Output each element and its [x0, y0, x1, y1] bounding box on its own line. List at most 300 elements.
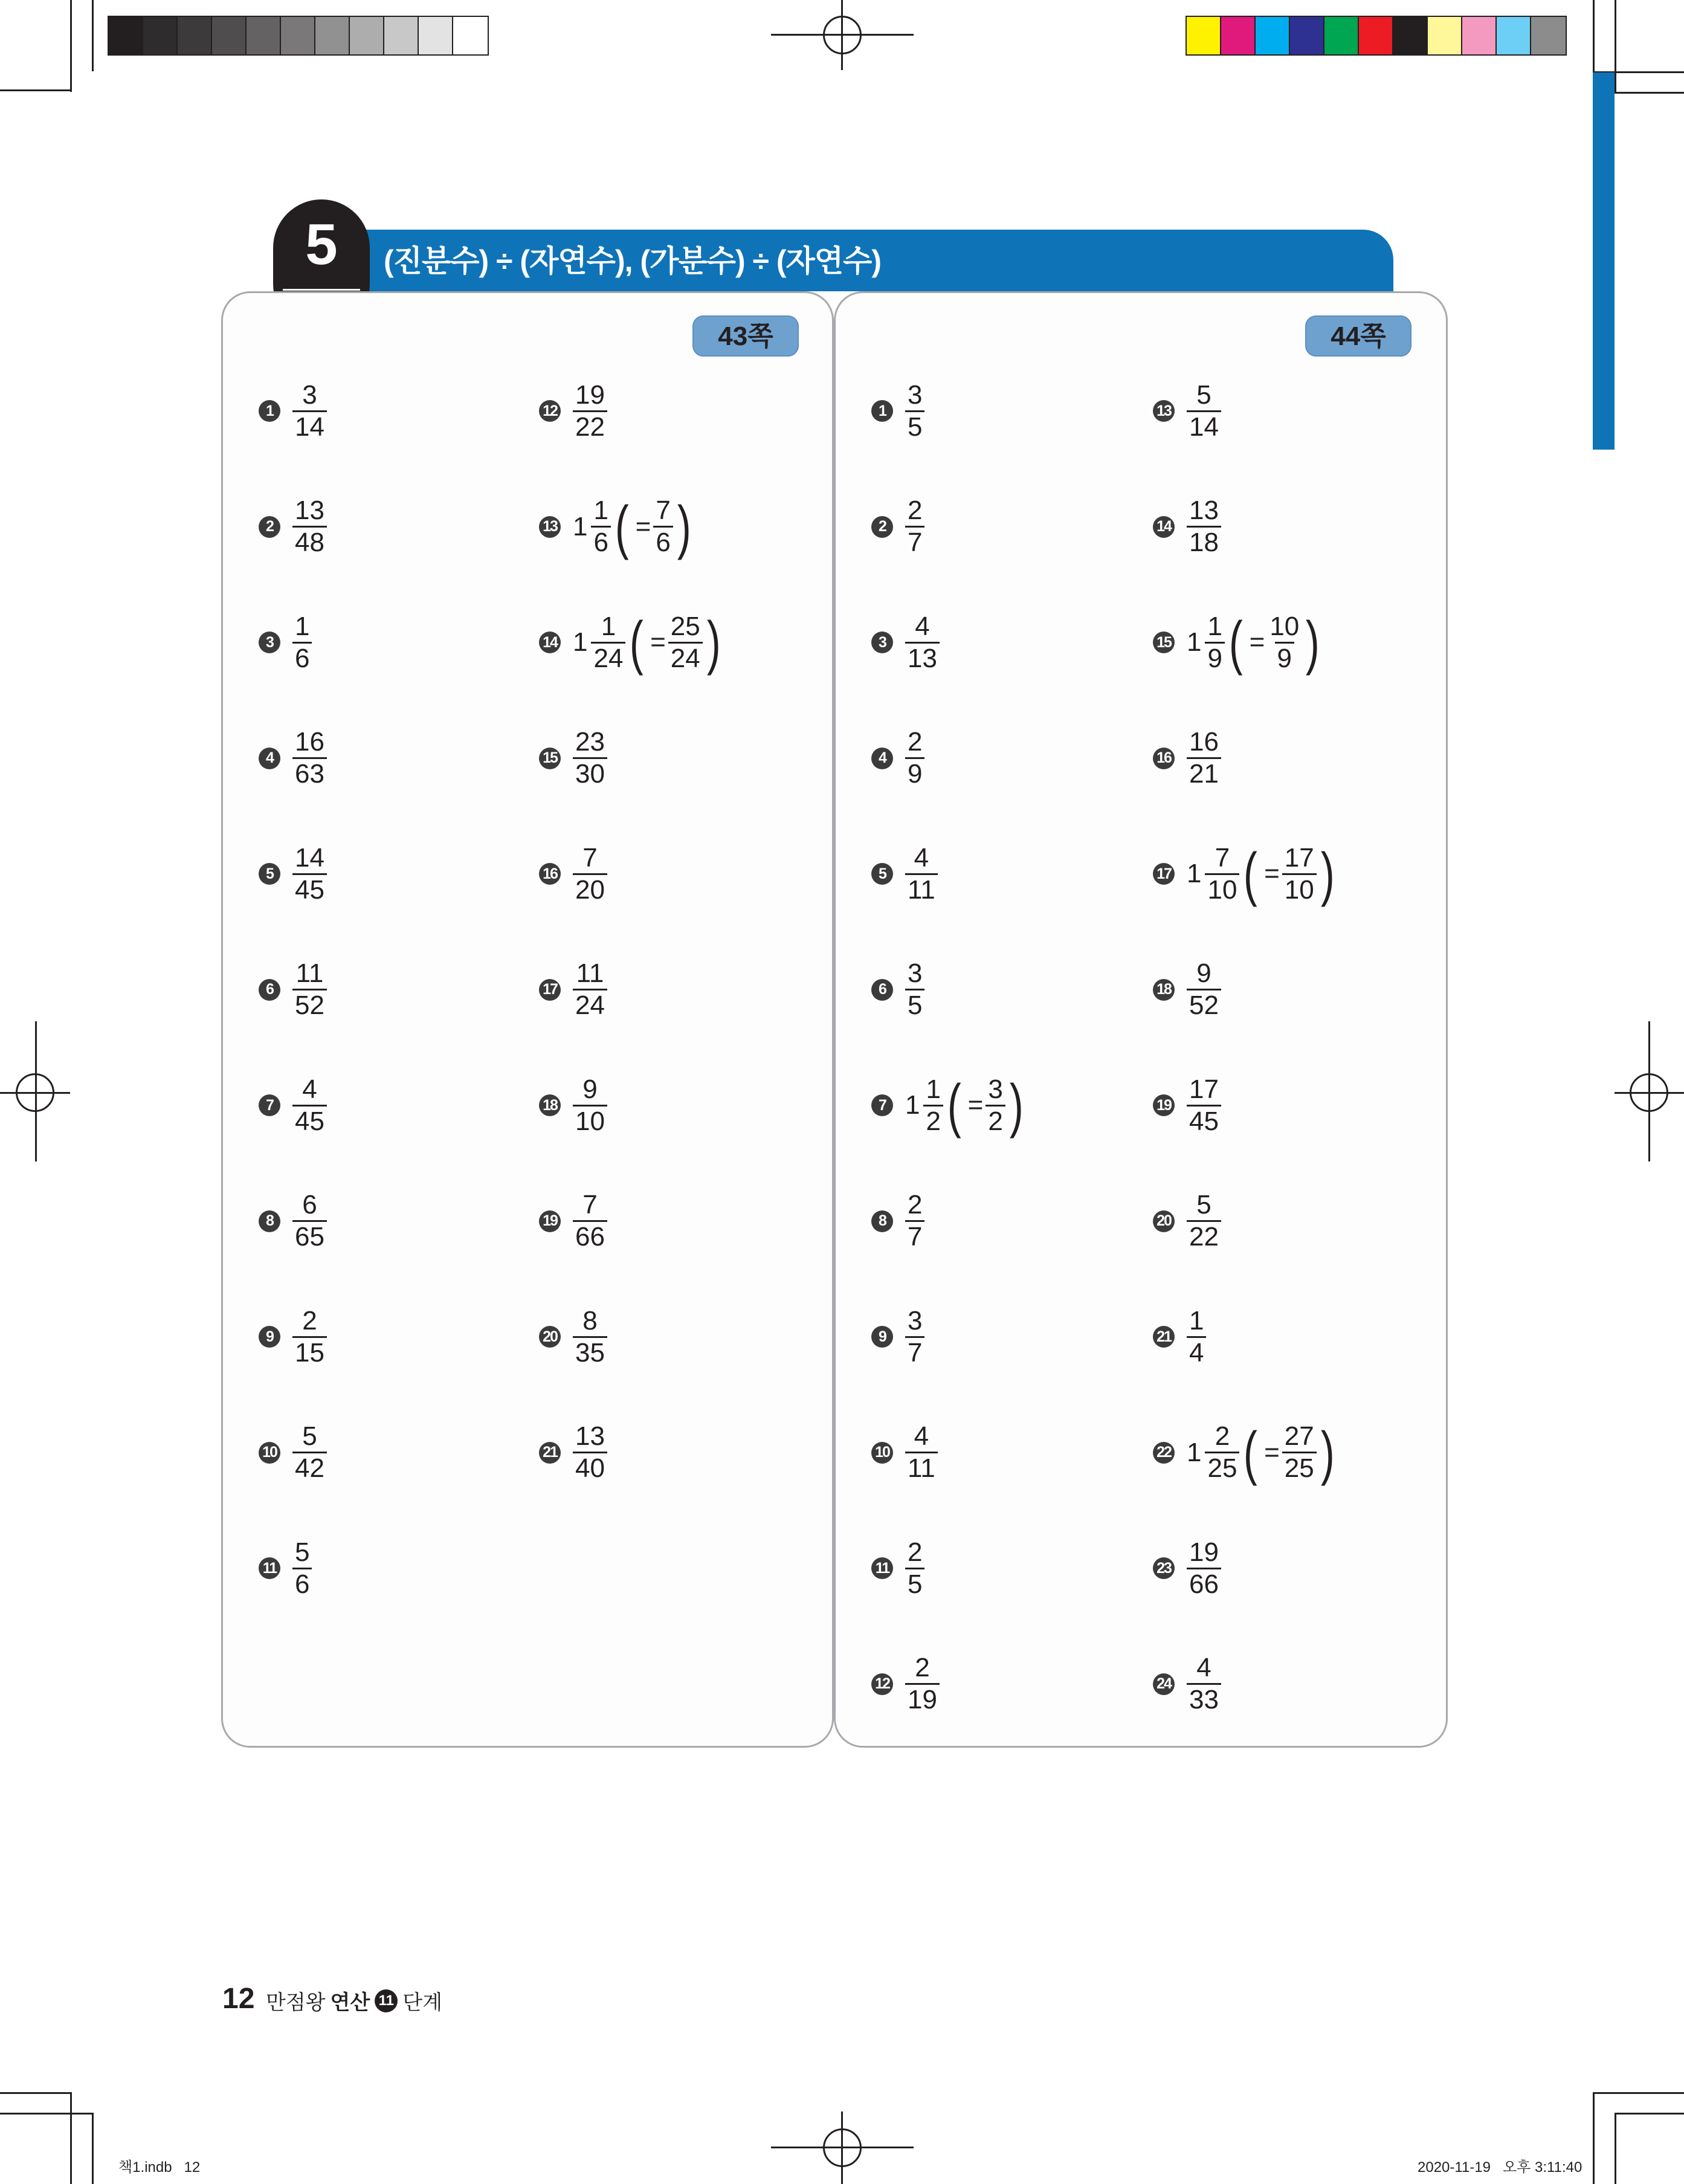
numerator: 9: [582, 1074, 598, 1104]
side-tab: [1593, 73, 1615, 450]
answer-item: [539, 725, 607, 792]
denominator: 19: [905, 1683, 940, 1715]
numerator: 17: [1284, 842, 1314, 873]
problem-number: 7: [871, 1094, 893, 1116]
gray-swatch: [315, 17, 350, 54]
color-swatch: [1324, 17, 1359, 54]
denominator: 7: [905, 1336, 924, 1368]
answer-fraction: [905, 958, 924, 1021]
answer-fraction: [905, 843, 938, 905]
numerator: 5: [1196, 1190, 1211, 1220]
numerator: 7: [656, 496, 671, 525]
problem-number: 9: [259, 1326, 280, 1348]
denominator: 14: [1187, 410, 1221, 442]
answer-fraction: [591, 496, 610, 558]
answer-item: [1153, 1304, 1206, 1370]
answer-item: [259, 1535, 312, 1601]
answer-item: [259, 841, 327, 907]
denominator: 15: [292, 1336, 327, 1368]
answer-fraction: [292, 727, 327, 789]
denominator: 11: [905, 1452, 938, 1484]
numerator: 5: [295, 1537, 310, 1567]
denominator: 4: [1187, 1336, 1206, 1368]
problem-number: 6: [259, 979, 280, 1001]
numerator: 9: [1196, 958, 1211, 988]
denominator: 63: [292, 757, 327, 789]
problem-number: 12: [871, 1673, 893, 1695]
answer-fraction: [1187, 1074, 1221, 1137]
color-swatch: [1393, 17, 1428, 54]
problem-number: 18: [1153, 979, 1175, 1001]
denominator: 52: [1187, 989, 1221, 1021]
answer-item: [871, 609, 940, 676]
problem-number: 8: [259, 1210, 280, 1232]
answer-fraction: [573, 1190, 607, 1252]
denominator: 2: [923, 1105, 943, 1137]
equals-sign: =: [967, 1090, 984, 1120]
crop-mark-top-left-h: [0, 89, 70, 91]
open-paren: (: [1244, 1419, 1258, 1486]
problem-number: 5: [871, 863, 893, 885]
answer-fraction: [1187, 1653, 1221, 1715]
answer-fraction: [1187, 1190, 1221, 1252]
answer-item: [871, 494, 924, 560]
problem-number: 19: [1153, 1094, 1175, 1116]
answer-fraction: [1187, 496, 1221, 558]
whole-part: 1: [573, 627, 588, 657]
numerator: 27: [1284, 1421, 1314, 1451]
answer-item: [259, 957, 327, 1023]
denominator: 22: [573, 410, 607, 442]
problem-number: 4: [871, 748, 893, 769]
numerator: 1: [1189, 1305, 1204, 1336]
answer-item: [1153, 494, 1221, 560]
numerator: 8: [582, 1305, 598, 1336]
problem-number: 19: [539, 1210, 561, 1232]
answer-item: [539, 1304, 607, 1370]
open-paren: (: [615, 493, 629, 560]
denominator: 24: [573, 989, 607, 1021]
numerator: 19: [575, 380, 605, 410]
denominator: 6: [653, 526, 673, 558]
answer-fraction: [292, 1306, 327, 1368]
close-paren: ): [1320, 841, 1335, 907]
series-prefix: 만점왕: [266, 1991, 326, 2014]
gray-swatch: [453, 17, 488, 54]
answer-fraction: [905, 612, 940, 674]
equals-sign: =: [1264, 859, 1280, 888]
answer-item: [259, 725, 327, 792]
answer-item: [1153, 841, 1338, 907]
open-paren: (: [630, 609, 644, 676]
answer-item: [539, 1188, 607, 1255]
denominator: 5: [905, 1568, 924, 1600]
numerator: 3: [988, 1074, 1003, 1104]
slug-datetime: 2020-11-19 오후 3:11:40: [1418, 2159, 1582, 2176]
problem-number: 22: [1153, 1442, 1175, 1464]
left-page-badge: 43쪽: [692, 315, 799, 357]
open-paren: (: [947, 1072, 961, 1139]
denominator: 9: [1205, 642, 1224, 674]
numerator: 4: [914, 1421, 929, 1451]
answer-fraction: [1205, 843, 1239, 905]
numerator: 2: [302, 1305, 317, 1336]
answer-item: [1153, 378, 1221, 444]
problem-number: 17: [539, 979, 561, 1001]
answer-fraction: [905, 1537, 924, 1600]
problem-number: 13: [1153, 400, 1175, 422]
right-page-badge: 44쪽: [1305, 315, 1411, 357]
numerator: 2: [908, 727, 923, 757]
numerator: 10: [1269, 611, 1300, 641]
problem-number: 2: [871, 516, 893, 538]
problem-number: 11: [259, 1557, 280, 1579]
denominator: 48: [292, 526, 327, 558]
numerator: 3: [908, 1305, 923, 1336]
answer-fraction: [1187, 380, 1221, 442]
denominator: 22: [1187, 1220, 1221, 1252]
answer-item: [259, 609, 312, 676]
improper-fraction: [1267, 612, 1302, 674]
problem-number: 6: [871, 979, 893, 1001]
answer-fraction: [905, 496, 924, 558]
denominator: 20: [573, 873, 607, 905]
answer-fraction: [292, 1537, 312, 1600]
problem-number: 8: [871, 1210, 893, 1232]
answer-fraction: [905, 1190, 924, 1252]
equals-sign: =: [1264, 1437, 1280, 1467]
denominator: 35: [573, 1336, 607, 1368]
improper-fraction: [986, 1074, 1005, 1137]
slug-file: 책1.indb 12: [118, 2159, 201, 2176]
denominator: 2: [986, 1105, 1005, 1137]
answer-fraction: [292, 1074, 327, 1137]
denominator: 45: [292, 873, 327, 905]
numerator: 1: [1207, 611, 1222, 641]
numerator: 23: [575, 727, 605, 757]
answer-fraction: [573, 1421, 607, 1484]
improper-fraction: [653, 496, 673, 558]
answer-fraction: [905, 1306, 924, 1368]
answer-fraction: [905, 727, 924, 789]
denominator: 5: [905, 989, 924, 1021]
crop-mark-bottom-right-h2: [1615, 2113, 1684, 2115]
problem-number: 16: [539, 863, 561, 885]
gray-swatch: [384, 17, 419, 54]
day-divider: [283, 289, 360, 291]
denominator: 52: [292, 989, 327, 1021]
answer-fraction: [1205, 1421, 1239, 1484]
gray-swatch: [178, 17, 212, 54]
gray-swatch: [281, 17, 315, 54]
problem-number: 11: [871, 1557, 893, 1579]
problem-number: 14: [1153, 516, 1175, 538]
denominator: 30: [573, 757, 607, 789]
answer-fraction: [292, 380, 327, 442]
whole-part: 1: [1187, 859, 1202, 888]
problem-number: 21: [1153, 1326, 1175, 1348]
answer-item: [1153, 1420, 1338, 1486]
denominator: 14: [292, 410, 327, 442]
answer-item: [539, 609, 724, 676]
answer-item: [539, 1072, 607, 1139]
answer-fraction: [1187, 727, 1221, 789]
crop-mark-top-right-v2: [1615, 0, 1616, 92]
answer-item: [539, 957, 607, 1023]
problem-number: 9: [871, 1326, 893, 1348]
answer-fraction: [1187, 1537, 1221, 1600]
answer-fraction: [292, 612, 312, 674]
numerator: 7: [582, 842, 598, 873]
crop-mark-top-right-v: [1593, 0, 1595, 71]
numerator: 7: [582, 1190, 598, 1220]
crop-mark-top-left-v2: [92, 0, 94, 71]
answer-item: [259, 1188, 327, 1255]
crop-mark-top-right-h2: [1615, 92, 1684, 94]
answer-fraction: [905, 1421, 938, 1484]
numerator: 4: [302, 1074, 317, 1104]
gray-swatch: [143, 17, 178, 54]
problem-number: 20: [539, 1326, 561, 1348]
whole-part: 1: [573, 511, 588, 541]
answer-fraction: [1187, 1306, 1206, 1368]
problem-number: 20: [1153, 1210, 1175, 1232]
answer-fraction: [292, 496, 327, 558]
problem-number: 18: [539, 1094, 561, 1116]
numerator: 7: [1215, 842, 1230, 873]
problem-number: 23: [1153, 1557, 1175, 1579]
answer-item: [871, 378, 924, 444]
denominator: 13: [905, 642, 940, 674]
numerator: 2: [1215, 1421, 1230, 1451]
answer-item: [539, 494, 695, 560]
problem-number: 13: [539, 516, 561, 538]
answer-fraction: [573, 843, 607, 905]
answer-fraction: [292, 843, 327, 905]
page-number: 12: [222, 1983, 255, 2015]
color-calibration-bar: [1186, 16, 1567, 56]
answer-fraction: [573, 727, 607, 789]
numerator: 2: [908, 496, 923, 525]
whole-part: 1: [905, 1090, 920, 1120]
answer-fraction: [573, 958, 607, 1021]
numerator: 4: [1196, 1653, 1211, 1682]
level-mark: 11: [375, 1989, 398, 2012]
close-paren: ): [1306, 609, 1320, 676]
color-swatch: [1428, 17, 1462, 54]
answer-fraction: [1187, 958, 1221, 1021]
series-bold: 연산: [330, 1991, 370, 2014]
close-paren: ): [1320, 1419, 1335, 1486]
denominator: 65: [292, 1220, 327, 1252]
problem-number: 1: [259, 400, 280, 422]
answer-item: [1153, 1188, 1221, 1255]
problem-number: 7: [259, 1094, 280, 1116]
answer-item: [871, 1072, 1027, 1139]
numerator: 19: [1189, 1537, 1219, 1567]
answer-item: [871, 1188, 924, 1255]
right-answer-panel: [834, 291, 1448, 1748]
numerator: 1: [295, 611, 310, 641]
problem-number: 15: [1153, 632, 1175, 653]
numerator: 4: [914, 842, 929, 873]
denominator: 66: [573, 1220, 607, 1252]
answer-item: [1153, 957, 1221, 1023]
numerator: 1: [593, 496, 608, 525]
answer-item: [871, 1651, 940, 1717]
answer-fraction: [292, 1190, 327, 1252]
close-paren: ): [706, 609, 721, 676]
denominator: 6: [292, 642, 312, 674]
numerator: 3: [908, 958, 923, 988]
denominator: 45: [1187, 1105, 1221, 1137]
close-paren: ): [677, 493, 691, 560]
problem-number: 14: [539, 632, 561, 653]
answer-item: [871, 725, 924, 792]
improper-fraction: [1282, 1421, 1317, 1484]
level-suffix: 단계: [402, 1991, 442, 2014]
equals-sign: =: [635, 511, 651, 541]
numerator: 1: [926, 1074, 941, 1104]
equals-sign: =: [1249, 627, 1265, 657]
denominator: 7: [905, 1220, 924, 1252]
numerator: 5: [302, 1421, 317, 1451]
crop-mark-bottom-right-v2: [1615, 2113, 1616, 2184]
answer-fraction: [905, 1653, 940, 1715]
answer-item: [871, 957, 924, 1023]
answer-fraction: [1205, 612, 1224, 674]
denominator: 66: [1187, 1568, 1221, 1600]
numerator: 5: [1196, 380, 1211, 410]
color-swatch: [1256, 17, 1290, 54]
answer-item: [871, 1304, 924, 1370]
day-number: 5: [305, 212, 338, 277]
problem-number: 16: [1153, 748, 1175, 769]
gray-swatch: [247, 17, 281, 54]
problem-number: 5: [259, 863, 280, 885]
color-swatch: [1359, 17, 1393, 54]
improper-fraction: [668, 612, 703, 674]
numerator: 2: [908, 1190, 923, 1220]
denominator: 6: [591, 526, 610, 558]
problem-number: 1: [871, 400, 893, 422]
numerator: 3: [908, 380, 923, 410]
denominator: 24: [591, 642, 625, 674]
denominator: 45: [292, 1105, 327, 1137]
numerator: 13: [295, 496, 324, 525]
answer-fraction: [923, 1074, 943, 1137]
problem-number: 4: [259, 748, 280, 769]
problem-number: 15: [539, 748, 561, 769]
problem-number: 10: [259, 1442, 280, 1464]
open-paren: (: [1244, 841, 1258, 907]
answer-item: [1153, 1535, 1221, 1601]
numerator: 17: [1189, 1074, 1219, 1104]
gray-swatch: [419, 17, 453, 54]
numerator: 16: [295, 727, 324, 757]
denominator: 21: [1187, 757, 1221, 789]
denominator: 10: [1205, 873, 1239, 905]
numerator: 13: [1189, 496, 1219, 525]
denominator: 40: [573, 1452, 607, 1484]
answer-item: [871, 1420, 938, 1486]
crop-mark-top-left-v: [70, 0, 72, 92]
color-swatch: [1187, 17, 1221, 54]
answer-fraction: [573, 1074, 607, 1137]
numerator: 14: [295, 842, 324, 873]
answer-item: [539, 378, 607, 444]
answer-fraction: [905, 380, 924, 442]
numerator: 16: [1189, 727, 1219, 757]
denominator: 33: [1187, 1683, 1221, 1715]
numerator: 2: [908, 1537, 923, 1567]
denominator: 24: [668, 642, 703, 674]
problem-number: 24: [1153, 1673, 1175, 1695]
answer-fraction: [292, 958, 327, 1021]
answer-item: [259, 1420, 327, 1486]
color-swatch: [1531, 17, 1566, 54]
crop-mark-bottom-left-h2: [0, 2113, 92, 2115]
problem-number: 17: [1153, 863, 1175, 885]
problem-number: 12: [539, 400, 561, 422]
denominator: 25: [1282, 1452, 1317, 1484]
whole-part: 1: [1187, 627, 1202, 657]
equals-sign: =: [650, 627, 666, 657]
problem-number: 3: [871, 632, 893, 653]
numerator: 11: [295, 958, 324, 988]
answer-fraction: [591, 612, 625, 674]
numerator: 11: [576, 958, 604, 988]
crop-mark-bottom-left-v: [70, 2092, 72, 2184]
answer-item: [539, 841, 607, 907]
color-swatch: [1221, 17, 1256, 54]
numerator: 2: [915, 1653, 930, 1682]
denominator: 18: [1187, 526, 1221, 558]
problem-number: 21: [539, 1442, 561, 1464]
answer-item: [259, 1072, 327, 1139]
grayscale-calibration-bar: [108, 16, 489, 56]
denominator: 5: [905, 410, 924, 442]
denominator: 10: [573, 1105, 607, 1137]
denominator: 42: [292, 1452, 327, 1484]
denominator: 9: [1275, 642, 1294, 674]
open-paren: (: [1228, 609, 1243, 676]
color-swatch: [1497, 17, 1531, 54]
problem-number: 10: [871, 1442, 893, 1464]
section-title: (진분수) ÷ (자연수), (가분수) ÷ (자연수): [384, 244, 882, 278]
numerator: 1: [601, 611, 616, 641]
improper-fraction: [1282, 843, 1317, 905]
problem-number: 3: [259, 632, 280, 653]
numerator: 6: [302, 1190, 317, 1220]
close-paren: ): [1009, 1072, 1024, 1139]
whole-part: 1: [1187, 1437, 1202, 1467]
denominator: 25: [1205, 1452, 1239, 1484]
answer-item: [871, 1535, 924, 1601]
answer-fraction: [573, 1306, 607, 1368]
numerator: 4: [915, 611, 930, 641]
answer-item: [871, 841, 938, 907]
series-title: [266, 1986, 442, 2015]
gray-swatch: [350, 17, 384, 54]
crop-mark-bottom-left-h: [0, 2092, 71, 2094]
gray-swatch: [109, 17, 143, 54]
numerator: 3: [302, 380, 317, 410]
answer-fraction: [573, 380, 607, 442]
answer-item: [539, 1420, 607, 1486]
crop-mark-bottom-right-h: [1593, 2092, 1684, 2094]
answer-item: [259, 378, 327, 444]
